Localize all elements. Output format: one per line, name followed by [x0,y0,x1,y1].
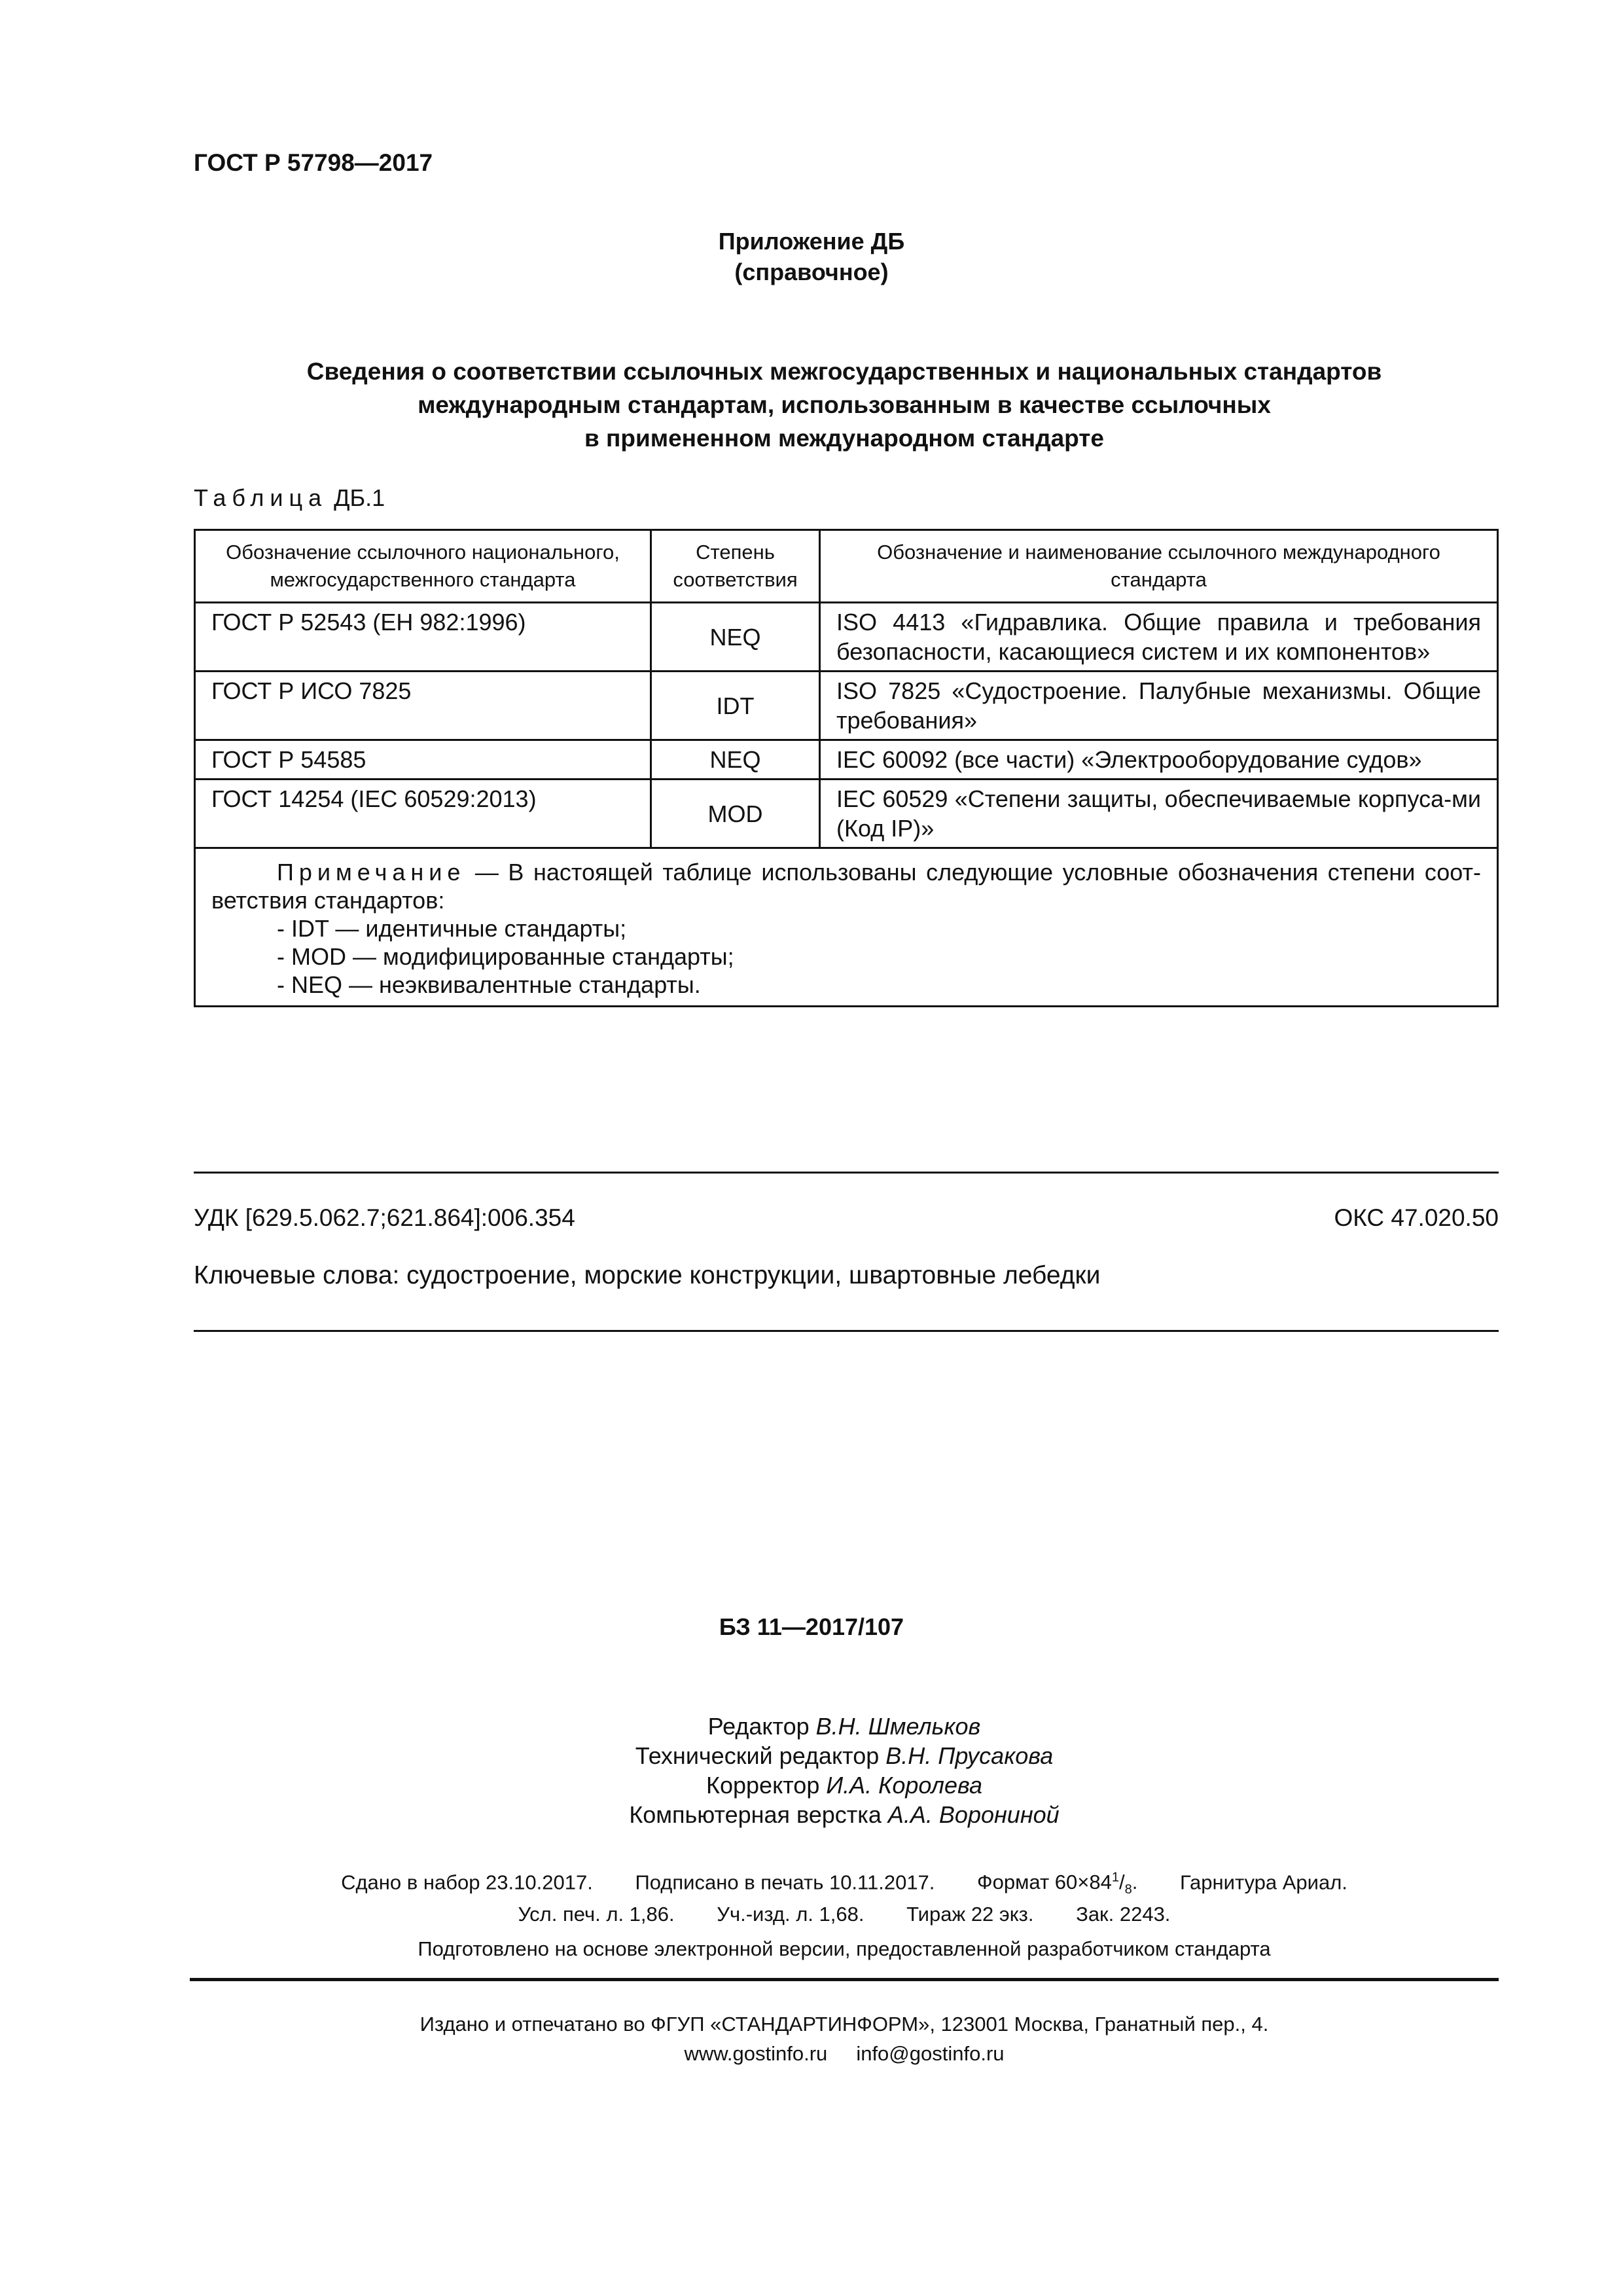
editor-role: Компьютерная верстка [629,1801,882,1828]
print-details-line [0,1871,1623,1898]
standards-table [194,529,1499,1007]
table-caption [194,484,385,512]
run: Тираж 22 экз. [906,1903,1034,1926]
table-note [195,848,1498,1007]
bz-number: БЗ 11—2017/107 [719,1613,904,1640]
section-title [194,355,1495,455]
note-item: - MOD — модифицированные стандарты; [277,943,734,970]
email-link[interactable]: info@gostinfo.ru [856,2042,1005,2065]
cell-international: IEC 60092 (все части) «Электрооборудование судов» [820,740,1498,780]
appendix-heading [0,226,1623,287]
format: Формат $60\times 84^1/_8$. [977,1871,1138,1897]
table-row [195,740,1498,780]
cell-international: IEC 60529 «Степени защиты, обеспечиваемые корпуса-ми (Код IP)» [820,780,1498,848]
cell-international: ISO 4413 «Гидравлика. Общие правила и требования безопасности, касающиеся систем и их компонентов» [820,603,1498,672]
section-title-line: международным стандартам, использованным в качестве ссылочных [418,391,1271,418]
cell-degree: IDT [651,672,820,740]
note-item: - NEQ — неэквивалентные стандарты. [277,971,701,998]
cell-degree: MOD [651,780,820,848]
table-caption-label: Таблица [194,484,328,511]
divider-bottom [194,1330,1499,1332]
publisher: Издано и отпечатано во ФГУП «СТАНДАРТИНФОРМ», 123001 Москва, Гранатный пер., 4. [419,2013,1269,2036]
divider-top [194,1172,1499,1174]
signed-date: Подписано в печать 10.11.2017. [635,1871,935,1894]
print-sheets: Усл. печ. л. 1,86. [518,1903,675,1926]
header-degree: Степень соответствия [651,530,820,603]
editor-line [0,1712,1623,1741]
appendix-title: Приложение ДБ [718,228,905,255]
keywords: Ключевые слова: судостроение, морские конструкции, швартовные лебедки [194,1261,1101,1289]
editor-role: Редактор [707,1713,810,1740]
document-code: ГОСТ Р 57798—2017 [194,149,433,176]
order: Зак. 2243. [1076,1903,1171,1926]
cell-international: ISO 7825 «Судостроение. Палубные механизмы. Общие требования» [820,672,1498,740]
editor-name: В.Н. Шмельков [815,1713,981,1740]
header-national: Обозначение ссылочного национального, межгосударственного стандарта [195,530,651,603]
editor-line [0,1741,1623,1770]
appendix-kind: (справочное) [734,259,889,285]
website-link[interactable]: www.gostinfo.ru [684,2042,828,2065]
table-row [195,672,1498,740]
prepared-note: Подготовлено на основе электронной версии, предоставленной разработчиком стандарта [418,1937,1271,1960]
editor-name: И.А. Королева [826,1772,982,1799]
editors-block [0,1712,1623,1829]
imprint-divider [190,1978,1499,1981]
cell-degree: NEQ [651,603,820,672]
editor-line [0,1800,1623,1829]
udk-code: УДК [629.5.062.7;621.864]:006.354 [194,1204,575,1231]
editor-role: Технический редактор [635,1742,880,1769]
note-item: - IDT — идентичные стандарты; [277,915,627,942]
header-international: Обозначение и наименование ссылочного международного стандарта [820,530,1498,603]
table-note-row [195,848,1498,1007]
editor-name: В.Н. Прусакова [885,1742,1054,1769]
contacts-line [0,2042,1623,2066]
submitted-date: Сдано в набор 23.10.2017. [341,1871,593,1894]
cell-national: ГОСТ Р 52543 (ЕН 982:1996) [195,603,651,672]
editor-role: Корректор [706,1772,820,1799]
note-intro [211,858,1481,914]
oks-code: ОКС 47.020.50 [1334,1204,1499,1231]
cell-degree: NEQ [651,740,820,780]
table-row [195,603,1498,672]
table-caption-number: ДБ.1 [334,484,385,511]
editor-line [0,1770,1623,1800]
section-title-line: в примененном международном стандарте [584,425,1104,452]
cell-national: ГОСТ Р 54585 [195,740,651,780]
typeface: Гарнитура Ариал. [1179,1871,1347,1894]
section-title-line: Сведения о соответствии ссылочных межгосударственных и национальных стандартов [306,358,1382,385]
note-text: — В настоящей таблице использованы следующие условные обозначения степени соот-ветствия стандартов: [211,859,1481,914]
pub-sheets: Уч.-изд. л. 1,68. [717,1903,865,1926]
table-header-row [195,530,1498,603]
editor-name: А.А. Ворониной [887,1801,1060,1828]
table-row [195,780,1498,848]
cell-national: ГОСТ 14254 (IEC 60529:2013) [195,780,651,848]
cell-national: ГОСТ Р ИСО 7825 [195,672,651,740]
print-volume-line [0,1903,1623,1926]
note-label: Примечание [277,859,466,886]
